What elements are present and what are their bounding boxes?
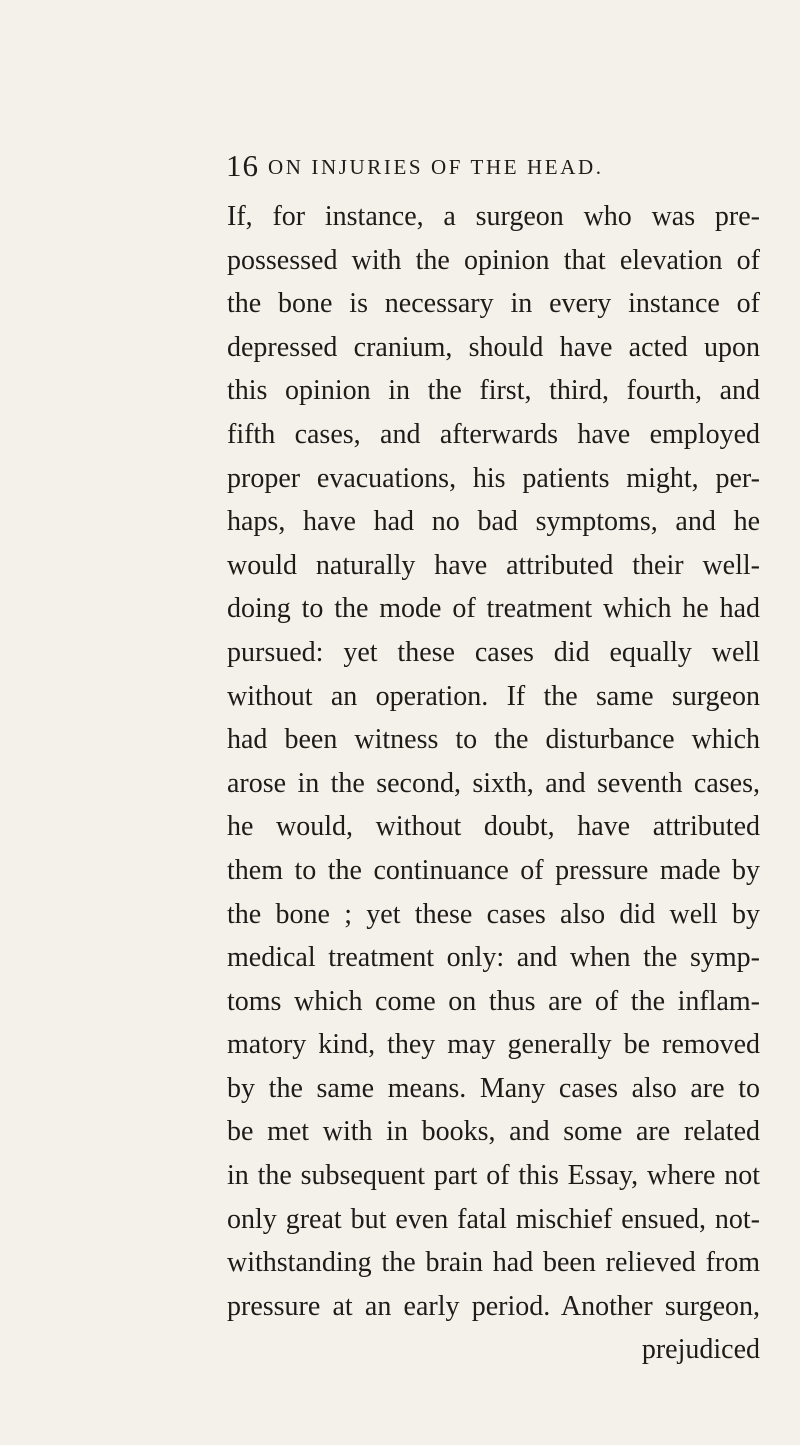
text-line: by the same means. Many cases also are to xyxy=(227,1072,760,1104)
text-line: the bone is necessary in every instance of xyxy=(227,288,760,320)
text-line: haps, have had no bad symptoms, and he xyxy=(227,506,760,538)
text-line: fifth cases, and afterwards have employed xyxy=(227,418,760,450)
text-line: depressed cranium, should have acted upon xyxy=(227,331,760,363)
text-line: be met with in books, and some are related xyxy=(227,1116,760,1148)
body-text xyxy=(227,195,760,1372)
page-header xyxy=(226,146,800,186)
text-line: pursued: yet these cases did equally well xyxy=(227,636,760,668)
text-line: If, for instance, a surgeon who was pre- xyxy=(227,201,760,232)
text-line: medical treatment only: and when the symp- xyxy=(227,942,760,974)
text-line: matory kind, they may generally be removed xyxy=(227,1029,760,1061)
text-line: possessed with the opinion that elevation of xyxy=(227,244,760,276)
text-line: would naturally have attributed their well- xyxy=(227,549,760,581)
catchword: prejudiced xyxy=(641,1334,760,1366)
text-line: arose in the second, sixth, and seventh cases, xyxy=(227,767,760,799)
text-line: toms which come on thus are of the inflam- xyxy=(227,985,760,1017)
text-line: this opinion in the first, third, fourth, and xyxy=(227,375,760,407)
running-title: ON INJURIES OF THE HEAD. xyxy=(268,155,604,179)
text-line: pressure at an early period. Another surgeon, xyxy=(227,1290,760,1322)
text-line: them to the continuance of pressure made by xyxy=(227,854,760,886)
text-line: without an operation. If the same surgeon xyxy=(227,680,760,712)
page-number: 16 xyxy=(226,148,259,183)
text-line: proper evacuations, his patients might, per- xyxy=(227,462,760,494)
text-line: only great but even fatal mischief ensued, not- xyxy=(227,1203,760,1235)
text-line: doing to the mode of treatment which he had xyxy=(227,593,760,625)
text-line: had been witness to the disturbance which xyxy=(227,724,760,756)
text-line: the bone ; yet these cases also did well by xyxy=(227,898,760,930)
text-line: in the subsequent part of this Essay, where not xyxy=(227,1160,760,1192)
text-line: withstanding the brain had been relieved from xyxy=(227,1247,760,1279)
text-line: he would, without doubt, have attributed xyxy=(227,811,760,843)
